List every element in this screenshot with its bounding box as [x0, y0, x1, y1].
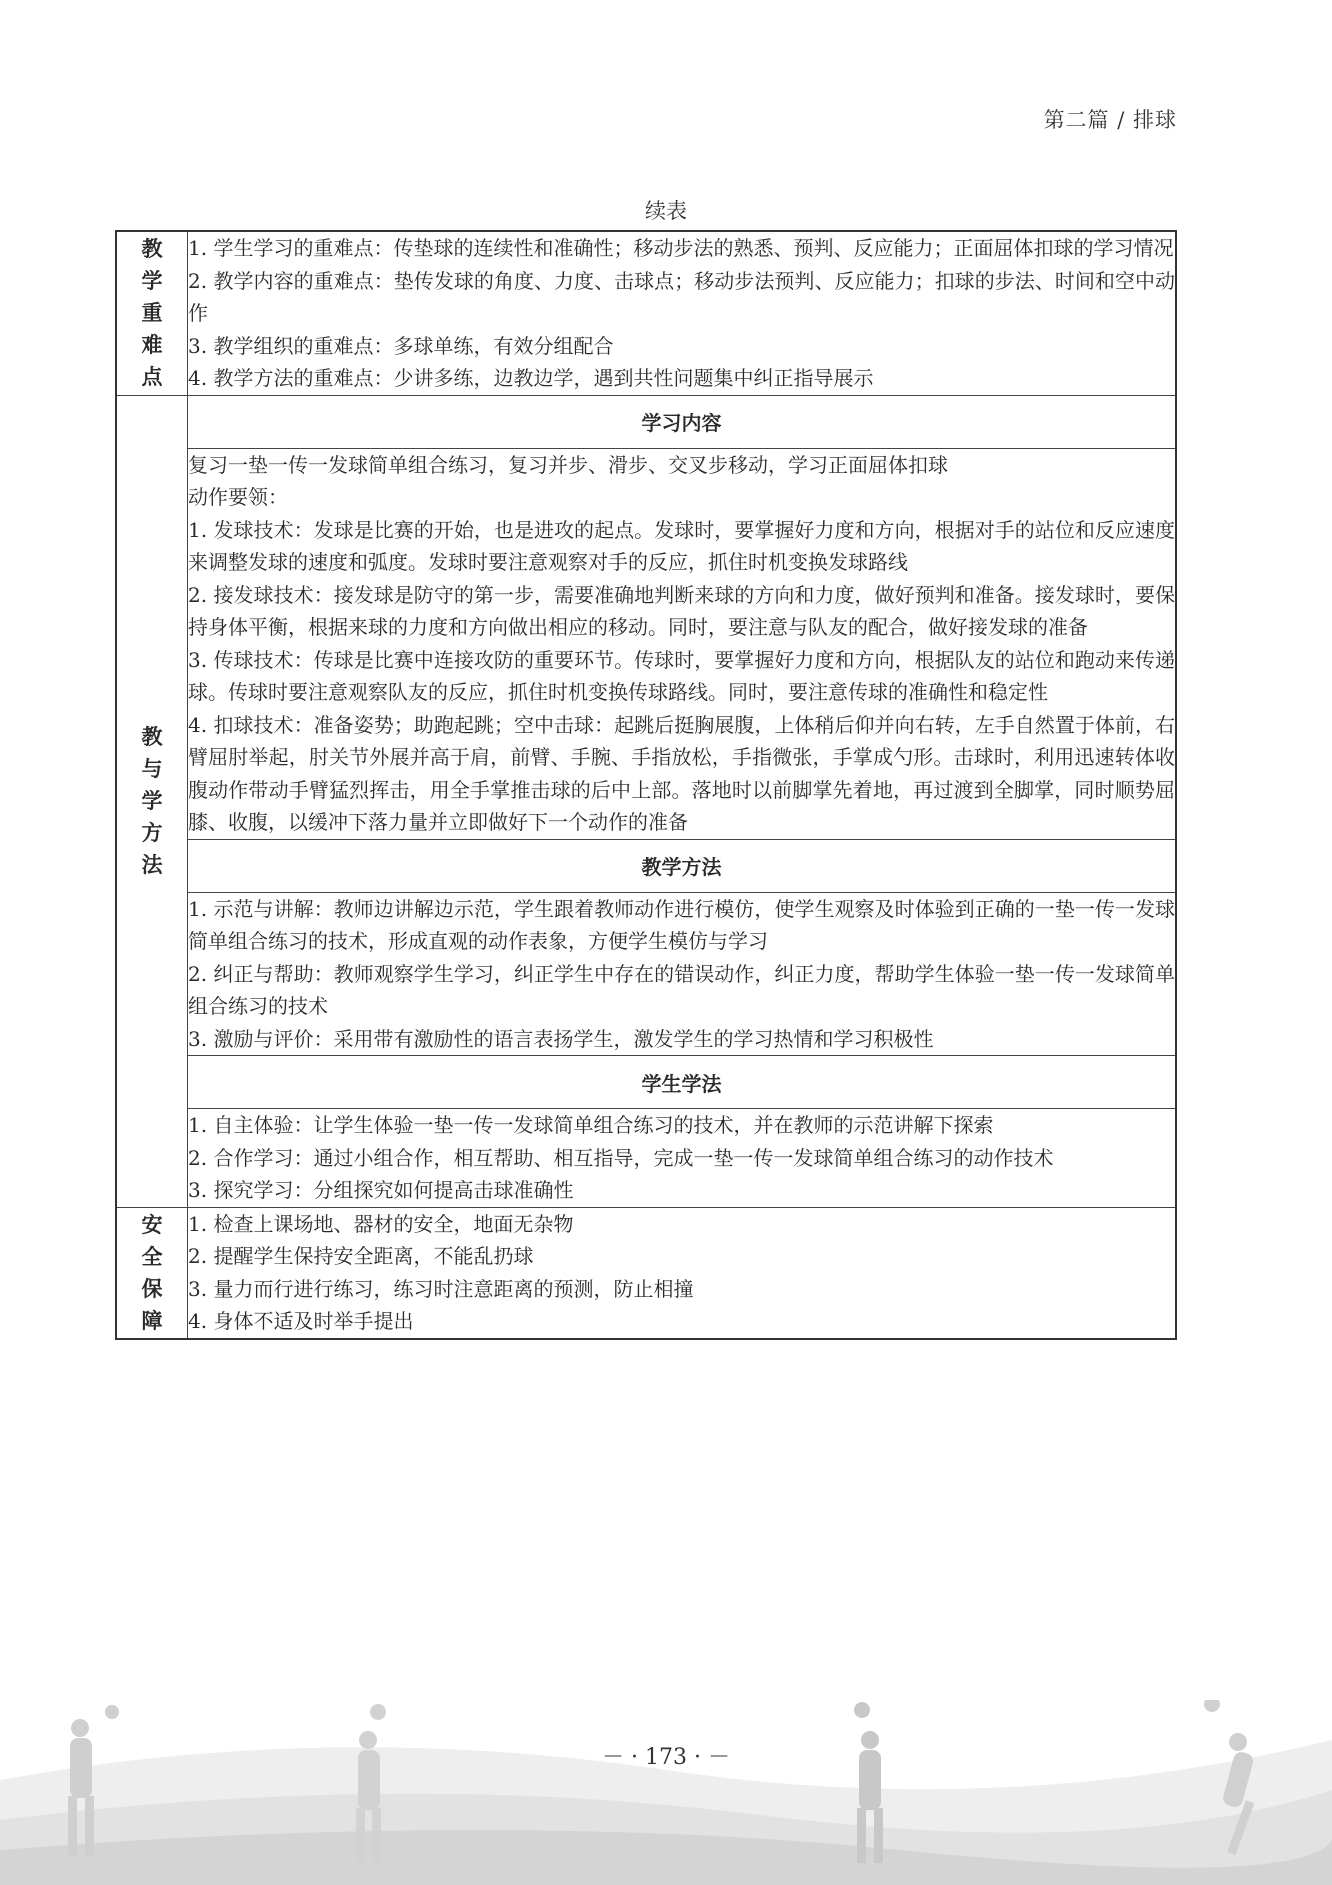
teaching-methods-title: 教学方法 [188, 839, 1177, 892]
list-item: 1. 自主体验：让学生体验一垫一传一发球简单组合练习的技术，并在教师的示范讲解下探索 [188, 1113, 994, 1137]
volleyball-footer-decoration [0, 1700, 1332, 1885]
list-item: 1. 学生学习的重难点：传垫球的连续性和准确性；移动步法的熟悉、预判、反应能力；正面屈体扣球的学习情况 [188, 236, 1174, 260]
list-item: 1. 检查上课场地、器材的安全，地面无杂物 [188, 1211, 574, 1236]
list-item: 3. 激励与评价：采用带有激励性的语言表扬学生，激发学生的学习热情和学习积极性 [188, 1026, 934, 1051]
teaching-methods-body [188, 892, 1177, 1056]
methods-body-row [116, 892, 1176, 1056]
list-item: 4. 教学方法的重难点：少讲多练，边教边学，遇到共性问题集中纠正指导展示 [188, 366, 874, 390]
list-item: 3. 传球技术：传球是比赛中连接攻防的重要环节。传球时，要掌握好力度和方向，根据队友的站位和跑动来传递球。传球时要注意观察队友的反应，抓住时机变换传球路线。同时，要注意传球的准确性和稳定性 [188, 647, 1175, 704]
list-item: 1. 发球技术：发球是比赛的开始，也是进攻的起点。发球时，要掌握好力度和方向，根据对手的站位和反应速度来调整发球的速度和弧度。发球时要注意观察对手的反应，抓住时机变换发球路线 [188, 517, 1175, 574]
safety-label: 安 全 保 障 [116, 1207, 188, 1339]
list-item: 2. 合作学习：通过小组合作，相互帮助、相互指导，完成一垫一传一发球简单组合练习的动作技术 [188, 1145, 1054, 1170]
page-number: － · 173 · － [602, 1745, 730, 1770]
running-header: 第二篇 / 排球 [1043, 108, 1177, 132]
list-item: 2. 纠正与帮助：教师观察学生学习，纠正学生中存在的错误动作，纠正力度，帮助学生体验一垫一传一发球简单组合练习的技术 [188, 961, 1175, 1018]
list-item: 2. 教学内容的重难点：垫传发球的角度、力度、击球点；移动步法预判、反应能力；扣球的步法、时间和空中动作 [188, 268, 1175, 325]
table-caption: 续表 [645, 199, 687, 223]
safety-content [188, 1207, 1177, 1339]
difficulties-label: 教 学 重 难 点 [116, 231, 188, 395]
difficulties-row [116, 231, 1176, 395]
learning-content-title: 学习内容 [188, 395, 1177, 448]
list-item: 4. 扣球技术：准备姿势；助跑起跳；空中击球：起跳后挺胸展腹，上体稍后仰并向右转，左手自然置于体前，右臂屈肘举起，肘关节外展并高于肩，前臂、手腕、手指放松，手指微张，手掌成勺形。击球时，利用迅速转体收腹动作带动手臂猛烈挥击，用全手掌推击球的后中上部。落地时以前脚掌先着地，再过渡到全脚掌，同时顺势屈膝、收腹，以缓冲下落力量并立即做好下一个动作的准备 [188, 712, 1175, 834]
list-item: 3. 教学组织的重难点：多球单练，有效分组配合 [188, 333, 614, 358]
list-item: 1. 示范与讲解：教师边讲解边示范，学生跟着教师动作进行模仿，使学生观察及时体验到正确的一垫一传一发球简单组合练习的技术，形成直观的动作表象，方便学生模仿与学习 [188, 896, 1175, 953]
list-item: 3. 量力而行进行练习，练习时注意距离的预测，防止相撞 [188, 1276, 694, 1301]
student-study-body [188, 1109, 1177, 1208]
difficulties-content [188, 231, 1177, 395]
student-study-title: 学生学法 [188, 1056, 1177, 1109]
learning-content-body [188, 448, 1177, 839]
list-item: 4. 身体不适及时举手提出 [188, 1309, 414, 1333]
methods-title-row [116, 839, 1176, 892]
safety-row [116, 1207, 1176, 1339]
teach-learn-label: 教 与 学 方 法 [116, 395, 188, 1207]
list-item: 2. 接发球技术：接发球是防守的第一步，需要准确地判断来球的方向和力度，做好预判和准备。接发球时，要保持身体平衡，根据来球的力度和方向做出相应的移动。同时，要注意与队友的配合，做好接发球的准备 [188, 582, 1175, 639]
content-title-row [116, 395, 1176, 448]
list-item: 动作要领： [188, 485, 288, 509]
lesson-plan-table [115, 230, 1177, 1340]
list-item: 2. 提醒学生保持安全距离，不能乱扔球 [188, 1244, 534, 1268]
content-body-row [116, 448, 1176, 839]
study-title-row [116, 1056, 1176, 1109]
list-item: 复习一垫一传一发球简单组合练习，复习并步、滑步、交叉步移动，学习正面屈体扣球 [188, 452, 948, 477]
study-body-row [116, 1109, 1176, 1208]
list-item: 3. 探究学习：分组探究如何提高击球准确性 [188, 1178, 574, 1202]
